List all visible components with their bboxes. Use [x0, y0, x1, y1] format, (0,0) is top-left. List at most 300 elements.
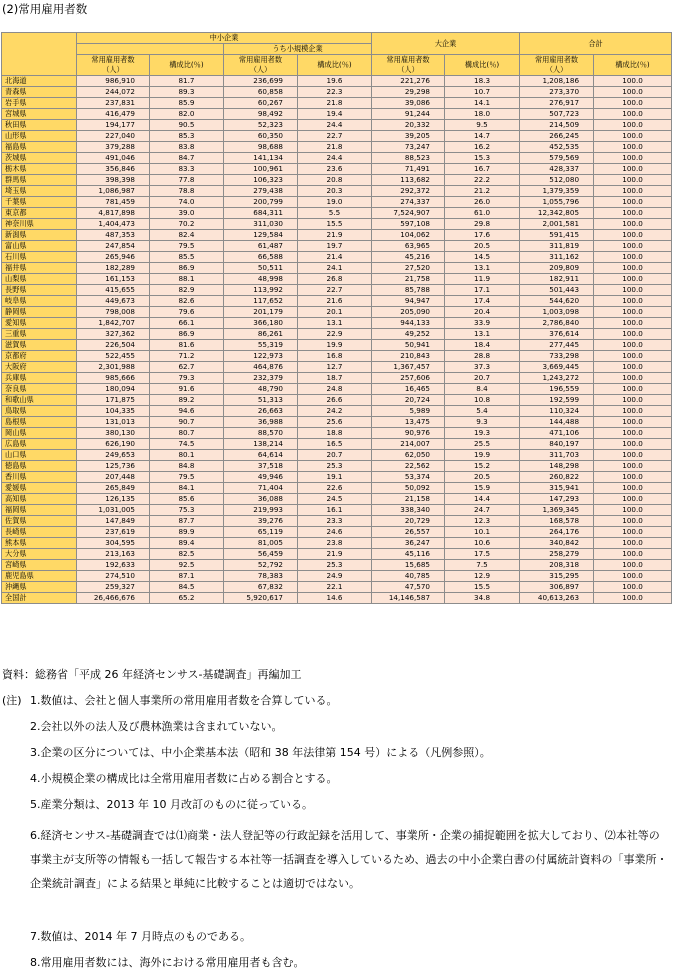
prefecture-name: 広島県 [2, 438, 77, 449]
cell-tot-r: 100.0 [594, 317, 672, 328]
cell-tot-r: 100.0 [594, 229, 672, 240]
prefecture-name: 岐阜県 [2, 295, 77, 306]
cell-lg: 20,729 [372, 515, 445, 526]
cell-sme: 194,177 [77, 119, 150, 130]
cell-tot: 306,897 [520, 581, 594, 592]
cell-sme-r: 89.2 [150, 394, 224, 405]
cell-sme-r: 90.7 [150, 416, 224, 427]
cell-sm-r: 12.7 [298, 361, 372, 372]
source-note: 資料：総務省「平成 26 年経済センサス-基礎調査」再編加工 [2, 668, 302, 681]
cell-tot: 258,279 [520, 548, 594, 559]
table-row [2, 394, 672, 405]
cell-sm-r: 21.9 [298, 548, 372, 559]
cell-lg-r: 16.2 [445, 141, 520, 152]
cell-tot-r: 100.0 [594, 218, 672, 229]
cell-sm-r: 19.7 [298, 240, 372, 251]
cell-lg-r: 13.1 [445, 262, 520, 273]
cell-tot-r: 100.0 [594, 394, 672, 405]
table-row [2, 493, 672, 504]
cell-sme: 416,479 [77, 108, 150, 119]
cell-tot: 196,559 [520, 383, 594, 394]
prefecture-name: 秋田県 [2, 119, 77, 130]
cell-sm-r: 19.0 [298, 196, 372, 207]
cell-lg-r: 21.2 [445, 185, 520, 196]
cell-sme-r: 91.6 [150, 383, 224, 394]
cell-tot-r: 100.0 [594, 97, 672, 108]
employees-table [1, 32, 672, 604]
cell-sme-r: 84.1 [150, 482, 224, 493]
cell-tot: 12,342,805 [520, 207, 594, 218]
header-sme-ratio: 構成比(％) [150, 55, 224, 76]
table-row [2, 328, 672, 339]
cell-tot-r: 100.0 [594, 460, 672, 471]
cell-lg-r: 15.2 [445, 460, 520, 471]
cell-tot: 311,703 [520, 449, 594, 460]
cell-tot-r: 100.0 [594, 449, 672, 460]
table-row [2, 504, 672, 515]
cell-sme-r: 79.5 [150, 471, 224, 482]
prefecture-name: 山形県 [2, 130, 77, 141]
cell-lg: 62,050 [372, 449, 445, 460]
cell-sm: 81,005 [224, 537, 298, 548]
cell-sme: 798,008 [77, 306, 150, 317]
cell-sm-r: 22.7 [298, 284, 372, 295]
cell-sm: 311,030 [224, 218, 298, 229]
cell-lg-r: 9.5 [445, 119, 520, 130]
cell-tot: 501,443 [520, 284, 594, 295]
cell-sm: 37,518 [224, 460, 298, 471]
table-row [2, 427, 672, 438]
cell-sm: 48,790 [224, 383, 298, 394]
prefecture-name: 岡山県 [2, 427, 77, 438]
cell-sme: 227,040 [77, 130, 150, 141]
cell-sme: 985,666 [77, 372, 150, 383]
cell-tot-r: 100.0 [594, 86, 672, 97]
cell-sm: 52,792 [224, 559, 298, 570]
cell-lg-r: 33.9 [445, 317, 520, 328]
header-sme-employees: 常用雇用者数 （人） [77, 55, 150, 76]
cell-sme: 781,459 [77, 196, 150, 207]
cell-lg: 205,090 [372, 306, 445, 317]
cell-sme: 125,736 [77, 460, 150, 471]
cell-lg-r: 18.0 [445, 108, 520, 119]
cell-sm: 36,988 [224, 416, 298, 427]
prefecture-name: 青森県 [2, 86, 77, 97]
cell-tot-r: 100.0 [594, 548, 672, 559]
cell-lg: 20,724 [372, 394, 445, 405]
cell-lg-r: 11.9 [445, 273, 520, 284]
cell-sm-r: 22.9 [298, 328, 372, 339]
cell-tot-r: 100.0 [594, 328, 672, 339]
cell-sme-r: 89.9 [150, 526, 224, 537]
cell-tot: 1,243,272 [520, 372, 594, 383]
cell-tot: 214,509 [520, 119, 594, 130]
cell-lg-r: 7.5 [445, 559, 520, 570]
cell-sme: 1,404,473 [77, 218, 150, 229]
cell-lg: 22,562 [372, 460, 445, 471]
prefecture-name: 大阪府 [2, 361, 77, 372]
cell-sm-r: 15.5 [298, 218, 372, 229]
cell-lg: 21,758 [372, 273, 445, 284]
cell-tot: 376,614 [520, 328, 594, 339]
cell-lg: 597,108 [372, 218, 445, 229]
cell-tot-r: 100.0 [594, 493, 672, 504]
cell-sm-r: 26.8 [298, 273, 372, 284]
cell-tot: 209,809 [520, 262, 594, 273]
cell-sme: 986,910 [77, 75, 150, 86]
cell-lg: 47,570 [372, 581, 445, 592]
cell-tot: 147,293 [520, 493, 594, 504]
cell-sme-r: 85.3 [150, 130, 224, 141]
cell-sme-r: 79.6 [150, 306, 224, 317]
cell-sm-r: 25.3 [298, 559, 372, 570]
cell-tot-r: 100.0 [594, 295, 672, 306]
cell-sme-r: 70.2 [150, 218, 224, 229]
cell-sme: 147,849 [77, 515, 150, 526]
cell-sm-r: 22.7 [298, 130, 372, 141]
cell-sm: 78,383 [224, 570, 298, 581]
prefecture-name: 北海道 [2, 75, 77, 86]
table-row [2, 460, 672, 471]
cell-tot-r: 100.0 [594, 504, 672, 515]
cell-sm-r: 20.7 [298, 449, 372, 460]
cell-lg: 338,340 [372, 504, 445, 515]
cell-lg: 14,146,587 [372, 592, 445, 603]
cell-lg: 91,244 [372, 108, 445, 119]
cell-tot: 3,669,445 [520, 361, 594, 372]
cell-sm: 200,799 [224, 196, 298, 207]
cell-lg: 53,374 [372, 471, 445, 482]
cell-lg: 27,520 [372, 262, 445, 273]
header-total-employees: 常用雇用者数 （人） [520, 55, 594, 76]
cell-tot: 276,917 [520, 97, 594, 108]
cell-sme: 247,854 [77, 240, 150, 251]
cell-sme: 237,619 [77, 526, 150, 537]
cell-sme: 226,504 [77, 339, 150, 350]
prefecture-name: 大分県 [2, 548, 77, 559]
cell-sm-r: 23.8 [298, 537, 372, 548]
cell-lg-r: 10.6 [445, 537, 520, 548]
cell-sm-r: 20.1 [298, 306, 372, 317]
cell-lg: 15,685 [372, 559, 445, 570]
table-row [2, 141, 672, 152]
cell-tot-r: 100.0 [594, 570, 672, 581]
cell-tot: 277,445 [520, 339, 594, 350]
prefecture-name: 福井県 [2, 262, 77, 273]
cell-sme: 1,842,707 [77, 317, 150, 328]
cell-lg-r: 10.8 [445, 394, 520, 405]
table-row [2, 240, 672, 251]
cell-sm: 55,319 [224, 339, 298, 350]
cell-sm-r: 20.3 [298, 185, 372, 196]
cell-sme-r: 74.5 [150, 438, 224, 449]
cell-sm-r: 24.6 [298, 526, 372, 537]
cell-sm: 684,311 [224, 207, 298, 218]
note-item: 5.産業分類は、2013 年 10 月改訂のものに従っている。 [30, 798, 313, 811]
cell-tot-r: 100.0 [594, 306, 672, 317]
cell-sm: 39,276 [224, 515, 298, 526]
cell-sme: 2,301,988 [77, 361, 150, 372]
cell-tot: 148,298 [520, 460, 594, 471]
cell-sme: 491,046 [77, 152, 150, 163]
table-row [2, 251, 672, 262]
cell-sm-r: 14.6 [298, 592, 372, 603]
cell-lg: 71,491 [372, 163, 445, 174]
cell-sme: 327,362 [77, 328, 150, 339]
cell-sme: 104,335 [77, 405, 150, 416]
cell-lg-r: 16.7 [445, 163, 520, 174]
cell-lg: 73,247 [372, 141, 445, 152]
cell-sm-r: 24.8 [298, 383, 372, 394]
cell-sm: 60,350 [224, 130, 298, 141]
cell-tot-r: 100.0 [594, 207, 672, 218]
cell-sm-r: 22.6 [298, 482, 372, 493]
prefecture-name: 富山県 [2, 240, 77, 251]
cell-sme-r: 82.4 [150, 229, 224, 240]
cell-tot: 579,569 [520, 152, 594, 163]
prefecture-name: 鹿児島県 [2, 570, 77, 581]
cell-tot: 2,786,840 [520, 317, 594, 328]
cell-lg: 39,205 [372, 130, 445, 141]
cell-lg-r: 13.1 [445, 328, 520, 339]
table-row [2, 97, 672, 108]
cell-lg: 214,007 [372, 438, 445, 449]
table-row [2, 207, 672, 218]
cell-sm-r: 21.6 [298, 295, 372, 306]
cell-lg-r: 20.4 [445, 306, 520, 317]
cell-sme: 180,094 [77, 383, 150, 394]
cell-sm-r: 26.6 [298, 394, 372, 405]
cell-lg: 21,158 [372, 493, 445, 504]
prefecture-name: 茨城県 [2, 152, 77, 163]
table-row [2, 229, 672, 240]
cell-sme-r: 74.0 [150, 196, 224, 207]
cell-sme: 380,130 [77, 427, 150, 438]
cell-lg-r: 12.9 [445, 570, 520, 581]
cell-tot: 144,488 [520, 416, 594, 427]
cell-sm-r: 23.6 [298, 163, 372, 174]
header-large: 大企業 [372, 33, 520, 55]
cell-sme-r: 65.2 [150, 592, 224, 603]
cell-tot: 591,415 [520, 229, 594, 240]
cell-sm: 67,832 [224, 581, 298, 592]
cell-tot: 168,578 [520, 515, 594, 526]
cell-lg: 13,475 [372, 416, 445, 427]
cell-tot-r: 100.0 [594, 262, 672, 273]
cell-lg-r: 9.3 [445, 416, 520, 427]
table-row [2, 449, 672, 460]
cell-lg: 36,247 [372, 537, 445, 548]
cell-tot: 192,599 [520, 394, 594, 405]
cell-sm-r: 16.1 [298, 504, 372, 515]
cell-sm-r: 16.5 [298, 438, 372, 449]
cell-sme-r: 78.8 [150, 185, 224, 196]
cell-sm: 48,998 [224, 273, 298, 284]
cell-sm-r: 21.8 [298, 97, 372, 108]
cell-tot-r: 100.0 [594, 130, 672, 141]
cell-tot-r: 100.0 [594, 526, 672, 537]
cell-sm-r: 24.4 [298, 152, 372, 163]
prefecture-name: 山口県 [2, 449, 77, 460]
cell-tot: 315,941 [520, 482, 594, 493]
cell-sme-r: 82.5 [150, 548, 224, 559]
cell-lg: 1,367,457 [372, 361, 445, 372]
cell-sme: 259,327 [77, 581, 150, 592]
cell-sm-r: 24.4 [298, 119, 372, 130]
cell-tot: 1,379,359 [520, 185, 594, 196]
cell-sme-r: 94.6 [150, 405, 224, 416]
table-row [2, 438, 672, 449]
cell-tot-r: 100.0 [594, 581, 672, 592]
cell-sm: 100,961 [224, 163, 298, 174]
cell-sme-r: 79.5 [150, 240, 224, 251]
header-small: うち小規模企業 [224, 44, 372, 55]
header-total-ratio: 構成比(％) [594, 55, 672, 76]
cell-tot-r: 100.0 [594, 361, 672, 372]
cell-lg-r: 15.3 [445, 152, 520, 163]
cell-lg-r: 17.1 [445, 284, 520, 295]
cell-sme-r: 84.7 [150, 152, 224, 163]
cell-sme-r: 39.0 [150, 207, 224, 218]
cell-tot-r: 100.0 [594, 383, 672, 394]
cell-sm: 50,511 [224, 262, 298, 273]
cell-lg: 16,465 [372, 383, 445, 394]
prefecture-name: 岩手県 [2, 97, 77, 108]
cell-tot: 311,819 [520, 240, 594, 251]
cell-sm: 113,992 [224, 284, 298, 295]
cell-lg: 5,989 [372, 405, 445, 416]
cell-sme-r: 75.3 [150, 504, 224, 515]
cell-tot-r: 100.0 [594, 471, 672, 482]
table-row [2, 471, 672, 482]
table-row [2, 152, 672, 163]
table-row [2, 339, 672, 350]
prefecture-name: 宮城県 [2, 108, 77, 119]
table-row [2, 108, 672, 119]
note-item: 4.小規模企業の構成比は全常用雇用者数に占める割合とする。 [30, 772, 338, 785]
cell-sm-r: 18.7 [298, 372, 372, 383]
cell-lg-r: 25.5 [445, 438, 520, 449]
cell-sm: 122,973 [224, 350, 298, 361]
cell-sm-r: 19.6 [298, 75, 372, 86]
cell-lg: 7,524,907 [372, 207, 445, 218]
cell-tot: 1,003,098 [520, 306, 594, 317]
table-row [2, 350, 672, 361]
cell-tot-r: 100.0 [594, 152, 672, 163]
table-row [2, 515, 672, 526]
cell-sme-r: 82.0 [150, 108, 224, 119]
cell-sme-r: 83.8 [150, 141, 224, 152]
cell-tot: 264,176 [520, 526, 594, 537]
table-row [2, 570, 672, 581]
cell-sm-r: 21.4 [298, 251, 372, 262]
table-row [2, 537, 672, 548]
cell-tot-r: 100.0 [594, 75, 672, 86]
prefecture-name: 福島県 [2, 141, 77, 152]
prefecture-name: 鳥取県 [2, 405, 77, 416]
cell-sm: 86,261 [224, 328, 298, 339]
header-small-ratio: 構成比(％) [298, 55, 372, 76]
cell-lg: 88,523 [372, 152, 445, 163]
cell-tot-r: 100.0 [594, 119, 672, 130]
cell-sme-r: 90.5 [150, 119, 224, 130]
cell-lg: 45,216 [372, 251, 445, 262]
cell-sme: 192,633 [77, 559, 150, 570]
cell-tot-r: 100.0 [594, 174, 672, 185]
cell-sme: 126,135 [77, 493, 150, 504]
table-row [2, 383, 672, 394]
cell-tot: 208,318 [520, 559, 594, 570]
cell-sme: 415,655 [77, 284, 150, 295]
cell-lg: 944,133 [372, 317, 445, 328]
table-body [2, 75, 672, 603]
cell-tot: 340,842 [520, 537, 594, 548]
table-row [2, 284, 672, 295]
cell-lg-r: 20.5 [445, 471, 520, 482]
cell-sm: 51,313 [224, 394, 298, 405]
cell-lg-r: 20.5 [445, 240, 520, 251]
cell-tot: 733,298 [520, 350, 594, 361]
cell-tot-r: 100.0 [594, 284, 672, 295]
cell-lg: 94,947 [372, 295, 445, 306]
cell-lg-r: 17.4 [445, 295, 520, 306]
cell-tot-r: 100.0 [594, 438, 672, 449]
cell-lg: 45,116 [372, 548, 445, 559]
cell-sm: 66,588 [224, 251, 298, 262]
cell-lg-r: 28.8 [445, 350, 520, 361]
cell-sm: 52,323 [224, 119, 298, 130]
prefecture-name: 群馬県 [2, 174, 77, 185]
cell-sme-r: 81.7 [150, 75, 224, 86]
table-row [2, 559, 672, 570]
cell-lg-r: 14.1 [445, 97, 520, 108]
cell-sme: 487,353 [77, 229, 150, 240]
cell-sm-r: 22.3 [298, 86, 372, 97]
cell-sme: 398,398 [77, 174, 150, 185]
prefecture-name: 愛知県 [2, 317, 77, 328]
prefecture-name: 京都府 [2, 350, 77, 361]
cell-sm-r: 24.9 [298, 570, 372, 581]
cell-lg: 29,298 [372, 86, 445, 97]
cell-lg: 49,252 [372, 328, 445, 339]
cell-sme: 131,013 [77, 416, 150, 427]
prefecture-name: 新潟県 [2, 229, 77, 240]
cell-sm-r: 5.5 [298, 207, 372, 218]
cell-tot: 273,370 [520, 86, 594, 97]
cell-tot-r: 100.0 [594, 339, 672, 350]
cell-sme: 26,466,676 [77, 592, 150, 603]
prefecture-name: 沖縄県 [2, 581, 77, 592]
cell-lg-r: 15.9 [445, 482, 520, 493]
cell-sm: 232,379 [224, 372, 298, 383]
cell-lg-r: 24.7 [445, 504, 520, 515]
prefecture-name: 埼玉県 [2, 185, 77, 196]
cell-lg-r: 37.3 [445, 361, 520, 372]
prefecture-name: 宮崎県 [2, 559, 77, 570]
cell-sm-r: 22.1 [298, 581, 372, 592]
prefecture-name: 石川県 [2, 251, 77, 262]
cell-sm: 88,570 [224, 427, 298, 438]
cell-sm: 141,134 [224, 152, 298, 163]
cell-sme: 274,510 [77, 570, 150, 581]
cell-tot-r: 100.0 [594, 141, 672, 152]
prefecture-name: 高知県 [2, 493, 77, 504]
cell-sm: 129,584 [224, 229, 298, 240]
cell-sme: 265,849 [77, 482, 150, 493]
table-row [2, 405, 672, 416]
cell-tot: 452,535 [520, 141, 594, 152]
header-large-employees: 常用雇用者数 （人） [372, 55, 445, 76]
